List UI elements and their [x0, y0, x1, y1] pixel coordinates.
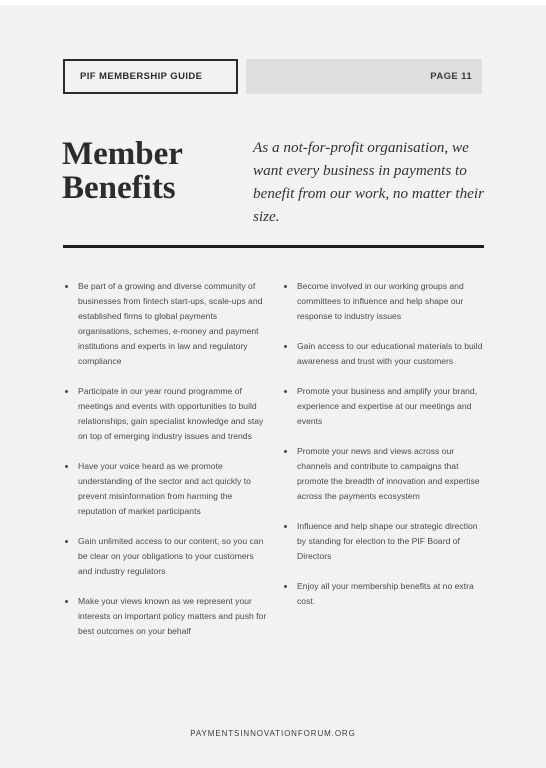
list-item	[64, 459, 268, 519]
list-item	[283, 384, 484, 429]
list-item-text: Enjoy all your membership benefits at no extra cost.	[297, 581, 474, 606]
bullet-icon	[284, 390, 287, 393]
benefits-list-right	[283, 279, 484, 624]
list-item-text: Promote your news and views across our channels and contribute to campaigns that promote the breadth of innovation and expertise across the payments ecosystem	[297, 446, 480, 501]
bullet-icon	[65, 600, 68, 603]
list-item	[283, 339, 484, 369]
page-title	[62, 137, 242, 205]
bullet-icon	[284, 525, 287, 528]
bullet-icon	[65, 285, 68, 288]
page-number: PAGE 11	[246, 59, 482, 94]
list-item	[283, 579, 484, 609]
list-item	[283, 519, 484, 564]
list-item-text: Be part of a growing and diverse community of businesses from fintech start-ups, scale-ups and established firms to global payments organisations, schemes, e-money and payment institutions and experts in law and regulatory compliance	[78, 281, 263, 366]
intro-text: As a not-for-profit organisation, we want every business in payments to benefit from our work, no matter their size.	[253, 139, 485, 225]
list-item-text: Promote your business and amplify your brand, experience and expertise at our meetings and events	[297, 386, 478, 426]
footer-url: PAYMENTSINNOVATIONFORUM.ORG	[190, 729, 356, 738]
divider-rule	[63, 245, 484, 248]
title-line-1: Member	[62, 136, 183, 172]
title-line-2: Benefits	[62, 170, 176, 206]
list-item-text: Gain unlimited access to our content, so you can be clear on your obligations to your customers and industry regulators	[78, 536, 264, 576]
list-item-text: Participate in our year round programme of meetings and events with opportunities to build relationships, gain specialist knowledge and stay on top of emerging industry issues and trends	[78, 386, 264, 441]
list-item	[64, 279, 268, 369]
list-item-text: Have your voice heard as we promote understanding of the sector and act quickly to prevent misinformation from harming the reputation of market participants	[78, 461, 251, 516]
bullet-icon	[284, 585, 287, 588]
list-item-text: Make your views known as we represent your interests on important policy matters and push for best outcomes on your behalf	[78, 596, 267, 636]
bullet-icon	[65, 390, 68, 393]
bullet-icon	[65, 465, 68, 468]
bullet-icon	[284, 285, 287, 288]
guide-label: PIF MEMBERSHIP GUIDE	[63, 59, 238, 94]
bullet-icon	[65, 540, 68, 543]
top-strip	[0, 0, 546, 5]
list-item	[283, 279, 484, 324]
bullet-icon	[284, 450, 287, 453]
list-item	[283, 444, 484, 504]
list-item-text: Gain access to our educational materials to build awareness and trust with your customers	[297, 341, 483, 366]
bullet-icon	[284, 345, 287, 348]
list-item	[64, 384, 268, 444]
list-item-text: Become involved in our working groups and committees to influence and help shape our response to industry issues	[297, 281, 464, 321]
list-item-text: Influence and help shape our strategic direction by standing for election to the PIF Board of Directors	[297, 521, 478, 561]
list-item	[64, 534, 268, 579]
list-item	[64, 594, 268, 639]
benefits-list-left	[64, 279, 268, 654]
